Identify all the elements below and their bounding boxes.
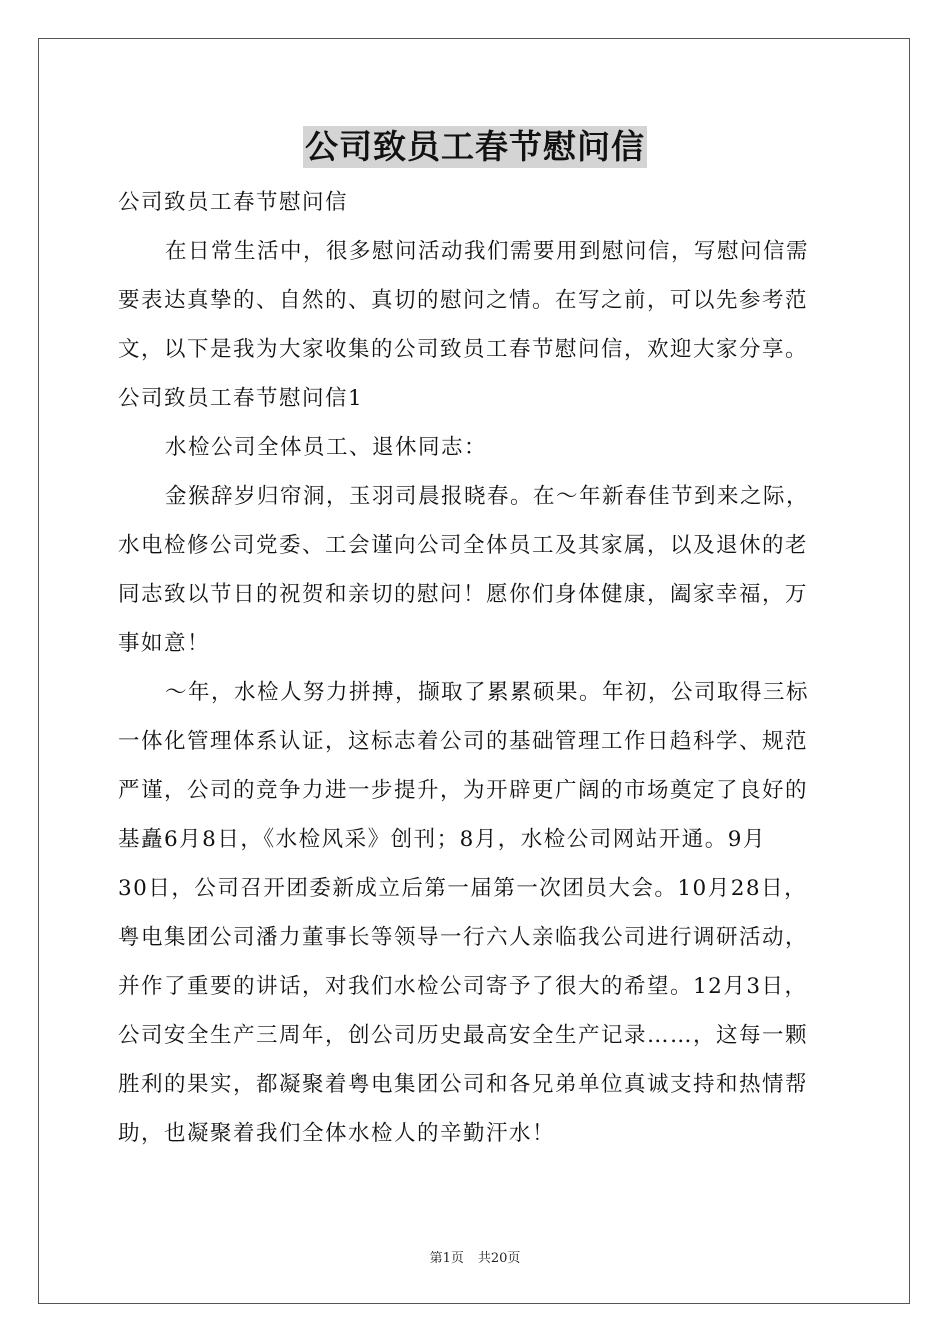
text-line: 同志致以节日的祝贺和亲切的慰问！愿你们身体健康，阖家幸福，万 <box>118 582 809 607</box>
text-line: 30日，公司召开团委新成立后第一届第一次团员大会。10月28日， <box>118 876 808 901</box>
text-line: 事如意！ <box>118 631 211 656</box>
page-total: 共20页 <box>477 1251 521 1266</box>
document-body <box>118 178 834 1158</box>
text-line: 在日常生活中，很多慰问活动我们需要用到慰问信，写慰问信需 <box>165 239 810 264</box>
text-line: ～年，水检人努力拼搏，撷取了累累硕果。年初，公司取得三标 <box>165 680 810 705</box>
text-line: 基矗6月8日，《水检风采》创刊；8月，水检公司网站开通。9月 <box>118 827 766 852</box>
page-number: 第1页 <box>429 1251 464 1266</box>
document-title: 公司致员工春节慰问信 <box>305 127 645 166</box>
text-line: 并作了重要的讲话，对我们水检公司寄予了很大的希望。12月3日， <box>118 974 808 999</box>
title-area <box>0 126 950 168</box>
text-line: 助，也凝聚着我们全体水检人的辛勤汗水！ <box>118 1121 556 1146</box>
text-line: 一体化管理体系认证，这标志着公司的基础管理工作日趋科学、规范 <box>118 729 809 754</box>
text-line: 要表达真挚的、自然的、真切的慰问之情。在写之前，可以先参考范 <box>118 288 809 313</box>
text-line: 胜利的果实，都凝聚着粤电集团公司和各兄弟单位真诚支持和热情帮 <box>118 1072 809 1097</box>
text-line: 公司致员工春节慰问信 <box>118 190 349 215</box>
text-line: 严谨，公司的竞争力进一步提升，为开辟更广阔的市场奠定了良好的 <box>118 778 809 803</box>
text-line: 公司致员工春节慰问信1 <box>118 386 364 411</box>
page-footer <box>0 1247 950 1266</box>
text-line: 粤电集团公司潘力董事长等领导一行六人亲临我公司进行调研活动， <box>118 925 809 950</box>
text-line: 公司安全生产三周年，创公司历史最高安全生产记录……，这每一颗 <box>118 1023 809 1048</box>
text-line: 水电检修公司党委、工会谨向公司全体员工及其家属，以及退休的老 <box>118 533 809 558</box>
text-line: 文，以下是我为大家收集的公司致员工春节慰问信，欢迎大家分享。 <box>118 337 809 362</box>
text-line: 金猴辞岁归帘洞，玉羽司晨报晓春。在～年新春佳节到来之际， <box>165 484 810 509</box>
text-line: 水检公司全体员工、退休同志： <box>165 435 488 460</box>
